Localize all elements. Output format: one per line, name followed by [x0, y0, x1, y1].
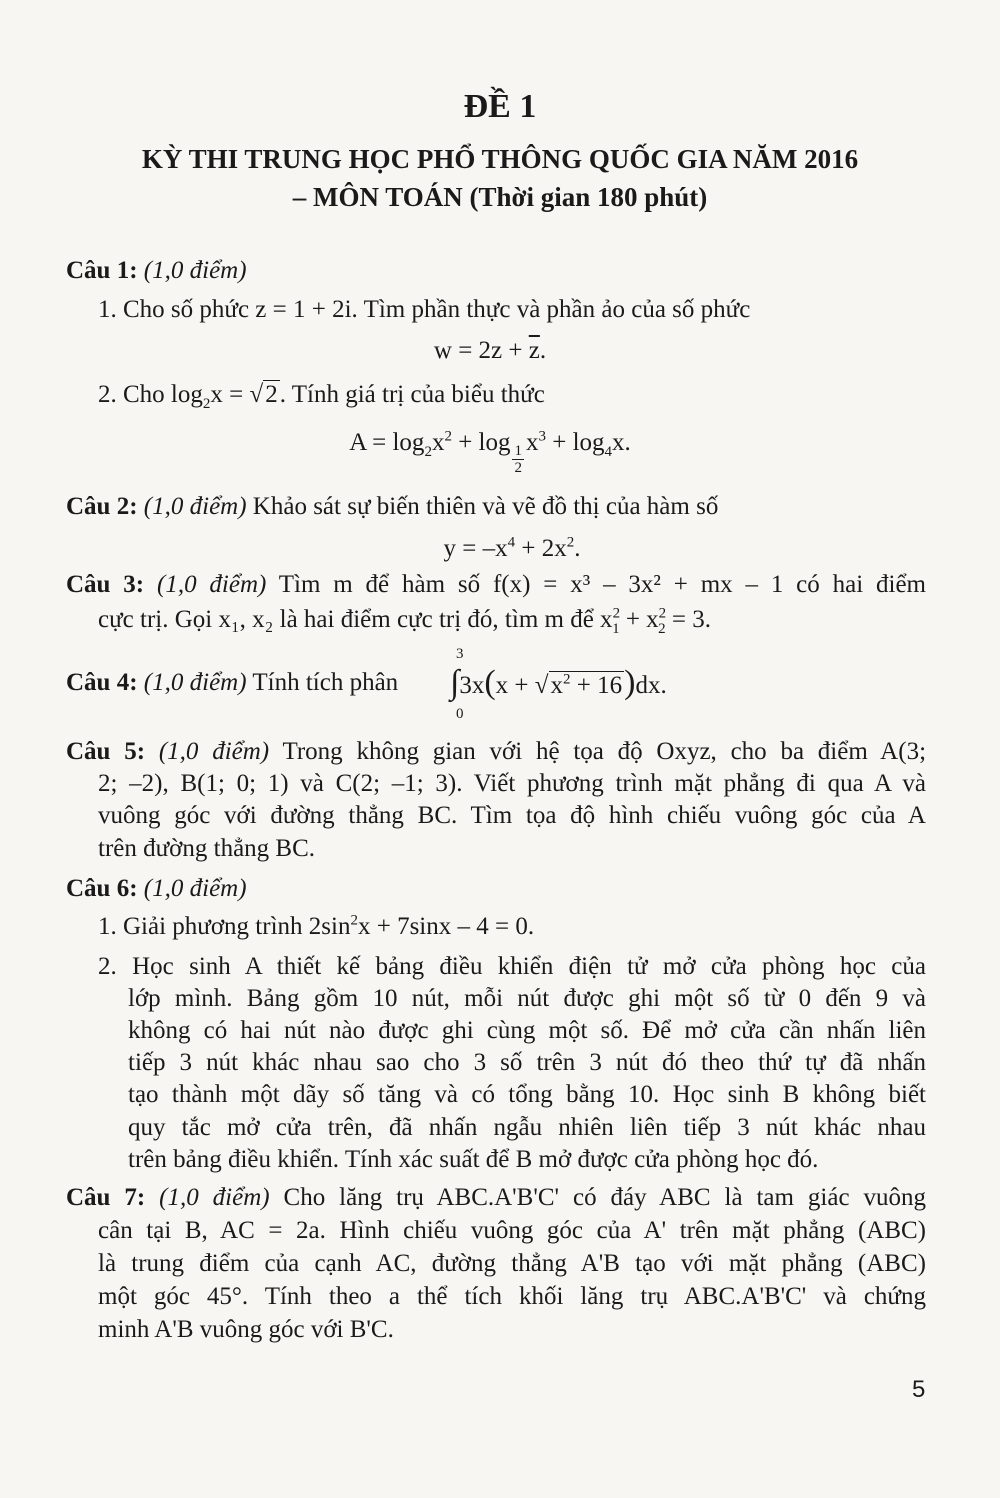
q7-line4: một góc 45°. Tính theo a thể tích khối lăng trụ ABC.A'B'C' và chứng: [98, 1283, 926, 1310]
q7-line2: cân tại B, AC = 2a. Hình chiếu vuông góc của A' trên mặt phẳng (ABC): [98, 1217, 926, 1244]
integral-lower-limit: 0: [456, 706, 464, 722]
q6-part2-line: tạo thành một dãy số tăng và có tổng bằng 10. Học sinh B không biết: [128, 1081, 926, 1108]
integral-upper-limit: 3: [456, 646, 464, 662]
q4-integral: $\int 3x(x + √x^2 + 16)dx$.: [450, 664, 667, 701]
q3-line1: Câu 3: (1,0 điểm) Tìm m để hàm số f(x) = x³ – 3x² + mx – 1 có hai điểm: [66, 571, 926, 598]
q5-line2: 2; –2), B(1; 0; 1) và C(2; –1; 3). Viết phương trình mặt phẳng đi qua A và: [98, 770, 926, 797]
q6-part2-line: không có hai nút nào được ghi cùng một số. Để mở cửa cần nhấn liên: [128, 1017, 926, 1044]
q7-line5: minh A'B vuông góc với B'C.: [98, 1316, 394, 1343]
q1-heading: Câu 1: (1,0 điểm): [66, 257, 247, 284]
q5-line3: vuông góc với đường thẳng BC. Tìm tọa độ hình chiếu vuông góc của A: [98, 802, 926, 829]
q1-formula-w: $w = 2z + \overline{z}$.: [433, 337, 547, 364]
exam-number: ĐỀ 1: [463, 88, 537, 125]
q1-part1: 1. Cho số phức z = 1 + 2i. Tìm phần thực và phần ảo của số phức: [98, 296, 751, 323]
q2-function: $y = -x^4 + 2x^2$.: [443, 534, 581, 562]
q4-heading: Câu 4: (1,0 điểm) Tính tích phân: [66, 669, 399, 696]
q7-line3: là trung điểm của cạnh AC, đường thẳng A'B tạo với mặt phẳng (ABC): [98, 1250, 926, 1277]
q7-line1: Câu 7: (1,0 điểm) Cho lăng trụ ABC.A'B'C' có đáy ABC là tam giác vuông: [66, 1184, 926, 1211]
q2-line: Câu 2: (1,0 điểm) Khảo sát sự biến thiên và vẽ đồ thị của hàm số: [66, 493, 719, 520]
q5-line1: Câu 5: (1,0 điểm) Trong không gian với hệ tọa độ Oxyz, cho ba điểm A(3;: [66, 738, 927, 765]
q6-heading: Câu 6: (1,0 điểm): [66, 875, 247, 902]
q6-part2-line: lớp mình. Bảng gồm 10 nút, mỗi nút được ghi một số từ 0 đến 9 và: [128, 985, 926, 1012]
q6-part2-line: quy tắc mở cửa trên, đã nhấn ngẫu nhiên liên tiếp 3 nút khác nhau: [128, 1114, 926, 1141]
q3-line2: cực trị. Gọi x₁, x₂ là hai điểm cực trị đó, tìm m để $x^2_1 + x^2_2 = 3$.: [98, 605, 712, 637]
q6-part1: 1. Giải phương trình $2\sin^2x + 7\sin x - 4 = 0$.: [98, 912, 535, 940]
exam-subtitle: – MÔN TOÁN (Thời gian 180 phút): [292, 182, 708, 212]
q6-part2-line: trên bảng điều khiển. Tính xác suất để B mở được cửa phòng học đó.: [128, 1146, 819, 1173]
q1-formula-a: $A = \log_2x^2 + \log$ $\frac{1}{2}$ $x^3 + \log_4x$.: [349, 428, 631, 476]
page-number: 5: [912, 1376, 926, 1403]
q6-part2-line: tiếp 3 nút khác nhau sao cho 3 số trên 3 nút đó theo thứ tự đã nhấn: [128, 1049, 926, 1076]
q1-part2: 2. Cho $\log_2x = √2$. Tính giá trị của biểu thức: [98, 381, 545, 412]
q6-part2-line: 2. Học sinh A thiết kế bảng điều khiển điện tử mở cửa phòng học của: [98, 953, 926, 980]
q5-line4: trên đường thẳng BC.: [98, 835, 316, 862]
exam-title: KỲ THI TRUNG HỌC PHỔ THÔNG QUỐC GIA NĂM 2016: [141, 144, 859, 174]
